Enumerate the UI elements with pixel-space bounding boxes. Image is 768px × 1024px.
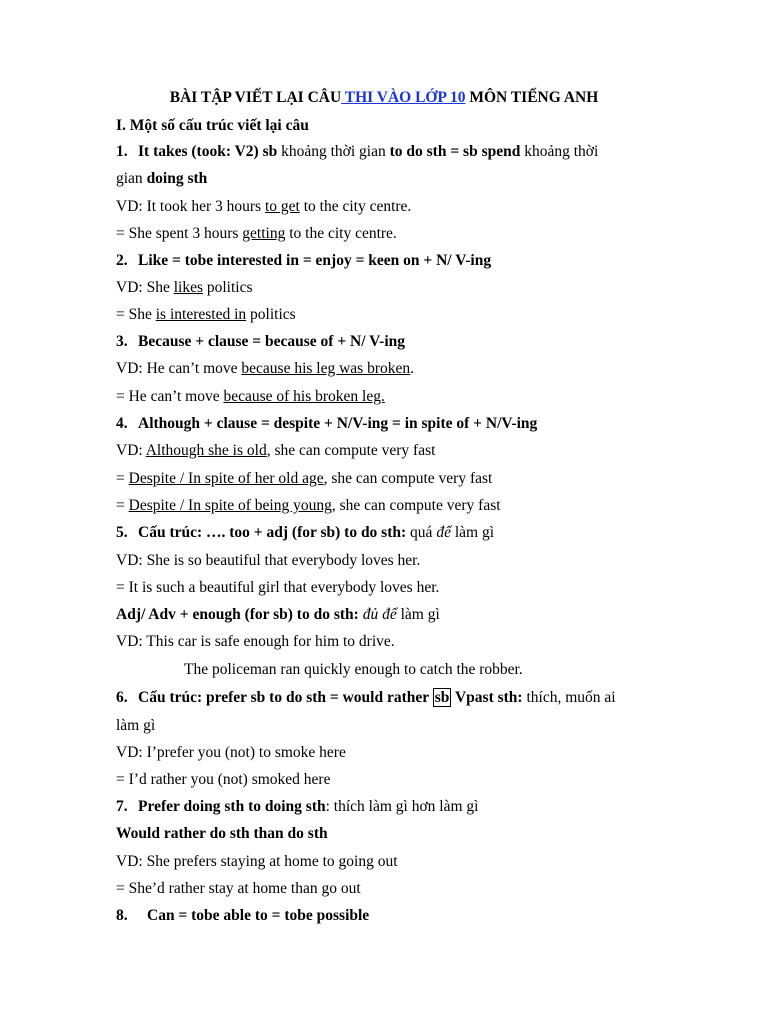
item-7-heading-2: Would rather do sth than do sth bbox=[116, 825, 328, 842]
document-title bbox=[0, 88, 768, 108]
title-text: BÀI TẬP VIẾT LẠI CÂU bbox=[169, 89, 342, 106]
item-3-heading: 3. Because + clause = because of + N/ V-ing bbox=[116, 333, 406, 350]
item-5-heading: 5. Cấu trúc: …. too + adj (for sb) to do sth: quá để làm gì bbox=[116, 524, 495, 541]
boxed-sb: sb bbox=[434, 689, 450, 706]
item-4-example-1: VD: Although she is old, she can compute very fast bbox=[116, 442, 436, 459]
title-link[interactable]: THI VÀO LỚP 10 bbox=[341, 89, 466, 106]
item-6-heading: 6. Cấu trúc: prefer sb to do sth = would rather sb Vpast sth: thích, muốn ai bbox=[116, 689, 616, 706]
item-5-example-2: = It is such a beautiful girl that everybody loves her. bbox=[116, 579, 440, 596]
item-5-example-1: VD: She is so beautiful that everybody loves her. bbox=[116, 552, 421, 569]
item-5-heading-2: Adj/ Adv + enough (for sb) to do sth: đủ để làm gì bbox=[116, 606, 440, 623]
item-8-heading: 8. Can = tobe able to = tobe possible bbox=[116, 907, 370, 924]
item-2-example-1: VD: She likes politics bbox=[116, 279, 253, 296]
item-6-example-2: = I’d rather you (not) smoked here bbox=[116, 771, 331, 788]
item-4-example-2: = Despite / In spite of her old age, she can compute very fast bbox=[116, 470, 493, 487]
item-7-heading: 7. Prefer doing sth to doing sth: thích làm gì hơn làm gì bbox=[116, 798, 479, 815]
item-6-example-1: VD: I’prefer you (not) to smoke here bbox=[116, 744, 346, 761]
item-1-example-1: VD: It took her 3 hours to get to the city centre. bbox=[116, 198, 412, 215]
item-2-example-2: = She is interested in politics bbox=[116, 306, 296, 323]
item-2-heading: 2. Like = tobe interested in = enjoy = keen on + N/ V-ing bbox=[116, 252, 492, 269]
item-3-example-2: = He can’t move because of his broken leg. bbox=[116, 388, 385, 405]
item-5-example-3: VD: This car is safe enough for him to drive. bbox=[116, 633, 395, 650]
item-7-example-2: = She’d rather stay at home than go out bbox=[116, 880, 361, 897]
item-5-example-4: The policeman ran quickly enough to catch the robber. bbox=[184, 661, 523, 678]
item-3-example-1: VD: He can’t move because his leg was broken. bbox=[116, 360, 415, 377]
item-4-heading: 4. Although + clause = despite + N/V-ing = in spite of + N/V-ing bbox=[116, 415, 538, 432]
item-1-continuation: gian doing sth bbox=[116, 170, 208, 187]
title-text-end: MÔN TIẾNG ANH bbox=[465, 89, 599, 106]
item-7-example-1: VD: She prefers staying at home to going out bbox=[116, 853, 398, 870]
item-1-example-2: = She spent 3 hours getting to the city centre. bbox=[116, 225, 397, 242]
section-heading: I. Một số cấu trúc viết lại câu bbox=[116, 117, 309, 134]
item-4-example-3: = Despite / In spite of being young, she can compute very fast bbox=[116, 497, 501, 514]
item-1-heading: 1. It takes (took: V2) sb khoảng thời gian to do sth = sb spend khoảng thời bbox=[116, 143, 599, 160]
item-6-continuation: làm gì bbox=[116, 717, 156, 734]
